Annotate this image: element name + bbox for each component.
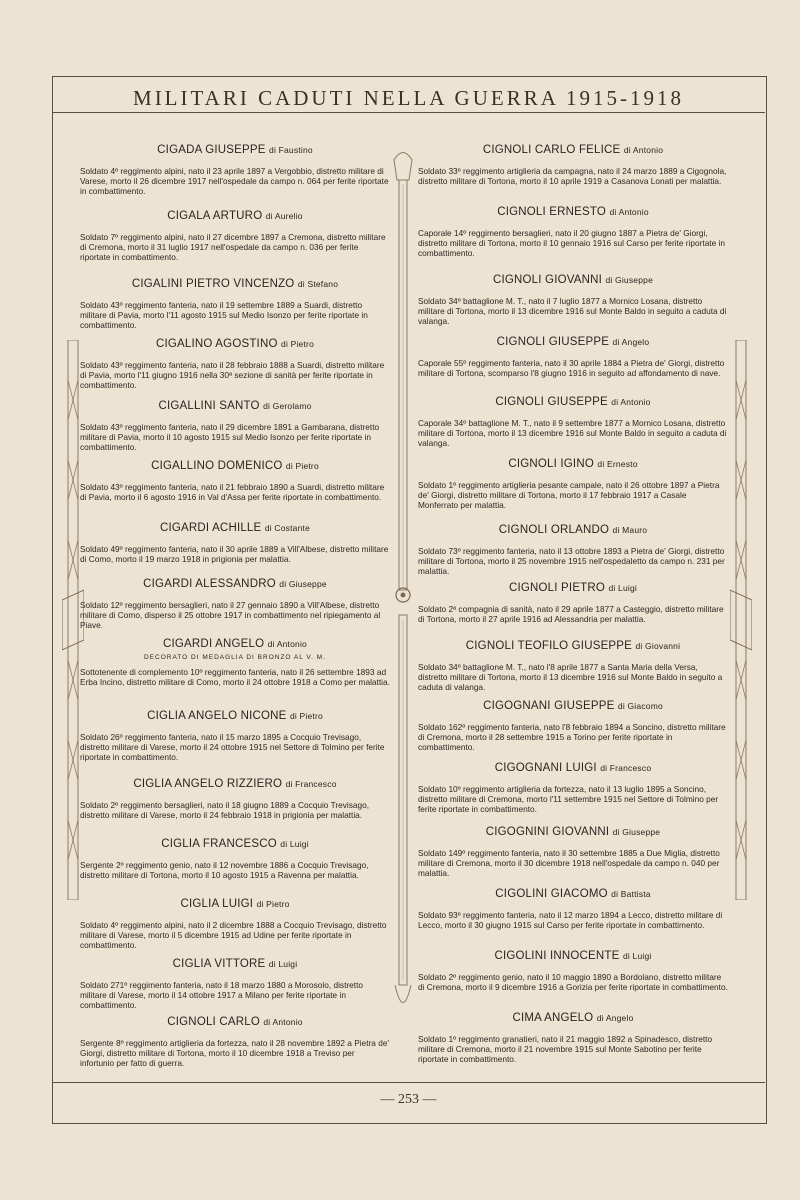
entry-text: Soldato 93º reggimento fanteria, nato il 12 marzo 1894 a Lecco, distretto militare di Lecco, morto il 30 giugno 1915 sul Carso per ferite riportate in combattimento. [418, 910, 723, 930]
entry-text: Soldato 162º reggimento fanteria, nato l'8 febbraio 1894 a Soncino, distretto militare di Cremona, morto il 28 settembre 1915 a Torino per ferite riportate in combattimento. [418, 722, 726, 752]
entry [418, 1012, 728, 1064]
entry [418, 274, 728, 326]
entry-father: di Pietro [281, 339, 314, 349]
entry-father: di Gerolamo [263, 401, 312, 411]
entry-name: CIGNOLI CARLO [167, 1016, 260, 1028]
entry-father: di Francesco [600, 763, 652, 773]
entry-text: Soldato 2ª compagnia di sanità, nato il 29 aprile 1877 a Casteggio, distretto militare di Tortona, morto il 27 aprile 1916 ad Alessandria per malattia. [418, 604, 724, 624]
entry-text: Soldato 7º reggimento alpini, nato il 27 dicembre 1897 a Cremona, distretto militare di Cremona, morto il 31 luglio 1917 nell'ospedale da campo n. 036 per ferite riportate in combattimento. [80, 232, 386, 262]
entry-name: CIGNOLI IGINO [508, 458, 594, 470]
entry-text: Soldato 43º reggimento fanteria, nato il 28 febbraio 1888 a Suardi, distretto militare di Pavia, morto l'11 giugno 1916 nella 30ª sezione di sanità per ferite riportate in combattimento. [80, 360, 385, 390]
entry-decoration: DECORATO DI MEDAGLIA DI BRONZO AL V. M. [143, 654, 327, 661]
entry [80, 522, 390, 564]
entry [418, 144, 728, 186]
entry-text: Soldato 1º reggimento artiglieria pesante campale, nato il 26 ottobre 1897 a Pietra de' Giorgi, distretto militare di Tortona, morto il 17 febbraio 1917 a Casale Monferrato per malattia. [418, 480, 720, 510]
entry-father: di Pietro [289, 711, 323, 721]
entry-name: CIMA ANGELO [512, 1012, 594, 1024]
entry [418, 206, 728, 258]
entry-name: CIGARDI ANGELO [163, 638, 265, 650]
entry-text: Soldato 43º reggimento fanteria, nato il 29 dicembre 1891 a Gambarana, distretto militare di Pavia, morto il 10 agosto 1915 sul Medio Isonzo per ferite riportate in combattimento. [80, 422, 380, 452]
entry-text: Soldato 34º battaglione M. T., nato il 7 luglio 1877 a Mornico Losana, distretto militare di Tortona, morto il 13 dicembre 1916 sul Monte Baldo in seguito a caduta di valanga. [418, 296, 727, 326]
entry-father: di Angelo [596, 1013, 634, 1023]
entry [80, 838, 390, 880]
entry-name: CIGNOLI CARLO FELICE [482, 144, 621, 156]
entry-text: Caporale 55º reggimento fanteria, nato il 30 aprile 1884 a Pietra de' Giorgi, distretto militare di Tortona, scomparso l'8 giugno 1916 in seguito ad affondamento di nave. [418, 358, 725, 378]
entry-text: Soldato 2º reggimento genio, nato il 10 maggio 1890 a Bordolano, distretto militare di Cremona, morto il 9 dicembre 1916 a Gorizia per ferite riportate in combattimento. [418, 972, 728, 992]
entry-name: CIGNOLI TEOFILO GIUSEPPE [465, 640, 633, 652]
right-fasces-ornament [730, 340, 752, 900]
entry-text: Caporale 14º reggimento bersaglieri, nato il 20 giugno 1887 a Pietra de' Giorgi, distretto militare di Tortona, morto il 10 gennaio 1916 sul Carso per ferite riportate in combattimento. [418, 228, 725, 258]
entry [80, 638, 390, 687]
entry-text: Soldato 43º reggimento fanteria, nato il 19 settembre 1889 a Suardi, distretto militare di Pavia, morto l'11 agosto 1915 sul Medio Isonzo per ferite riportate in combattimento. [80, 300, 368, 330]
entry-father: di Ernesto [597, 459, 638, 469]
entry-father: di Costante [264, 523, 311, 533]
entry-father: di Aurelio [265, 211, 303, 221]
page-number: — 253 — [380, 1092, 437, 1107]
entry-father: di Luigi [608, 583, 638, 593]
entry-father: di Faustino [269, 145, 313, 155]
entry-text: Soldato 10º reggimento artiglieria da fortezza, nato il 13 luglio 1895 a Soncino, distretto militare di Cremona, morto l'11 settembre 1915 nel Settore di Tolmino per ferite riportate in combattimento. [418, 784, 719, 814]
entry-father: di Giacomo [617, 701, 663, 711]
entry-text: Soldato 271º reggimento fanteria, nato il 18 marzo 1880 a Morosolo, distretto militare di Varese, morto il 14 ottobre 1917 a Milano per ferite riportate in combattimento. [80, 980, 363, 1010]
entry [80, 338, 390, 390]
entry-name: CIGALINO AGOSTINO [155, 338, 278, 350]
page-title: MILITARI CADUTI NELLA GUERRA 1915-1918 [133, 86, 684, 110]
entry-name: CIGNOLI GIOVANNI [492, 274, 603, 286]
entry [418, 458, 728, 510]
entry [80, 1016, 390, 1068]
entry-text: Soldato 1º reggimento granatieri, nato il 21 maggio 1892 a Spinadesco, distretto militare di Cremona, morto il 21 novembre 1915 sul Monte Sabotino per ferite riportate in combattimento. [418, 1034, 713, 1064]
entry-name: CIGALINI PIETRO VINCENZO [131, 278, 295, 290]
entry-name: CIGLIA VITTORE [172, 958, 266, 970]
entry [418, 762, 728, 814]
entry-name: CIGARDI ALESSANDRO [143, 578, 276, 590]
entry-name: CIGNOLI ORLANDO [498, 524, 610, 536]
entry-name: CIGARDI ACHILLE [159, 522, 262, 534]
entry [418, 700, 728, 752]
entry [80, 460, 390, 502]
entry-text: Soldato 149º reggimento fanteria, nato il 30 settembre 1885 a Due Miglia, distretto militare di Cremona, morto il 30 dicembre 1918 nell'ospedale da campo n. 040 per malattia. [418, 848, 720, 878]
entry-father: di Luigi [622, 951, 652, 961]
entry-name: CIGLIA FRANCESCO [161, 838, 277, 850]
entry [80, 144, 390, 196]
entry [418, 640, 728, 692]
entry-text: Caporale 34º battaglione M. T., nato il 9 settembre 1877 a Mornico Losana, distretto militare di Tortona, morto il 13 dicembre 1916 sul Monte Baldo in seguito a caduta di valanga. [418, 418, 727, 448]
entry-father: di Giuseppe [279, 579, 327, 589]
entry [418, 826, 728, 878]
entry-name: CIGOLINI INNOCENTE [494, 950, 620, 962]
entry-name: CIGOGNANI GIUSEPPE [483, 700, 615, 712]
entry-text: Soldato 43º reggimento fanteria, nato il 21 febbraio 1890 a Suardi, distretto militare di Pavia, morto il 6 agosto 1916 in Val d'Assa per ferite riportate in combattimento. [80, 482, 385, 502]
entry-father: di Antonio [263, 1017, 303, 1027]
entry-name: CIGADA GIUSEPPE [157, 144, 266, 156]
entry-father: di Antonio [267, 639, 307, 649]
entry-name: CIGALA ARTURO [167, 210, 263, 222]
footer-rule [52, 1082, 765, 1083]
entry-name: CIGOGNINI GIOVANNI [485, 826, 610, 838]
entry-father: di Antonio [623, 145, 664, 155]
entry-text: Soldato 49º reggimento fanteria, nato il 30 aprile 1889 a Vill'Albese, distretto militare di Como, morto il 19 marzo 1918 in prigionia per malattia. [80, 544, 389, 564]
entry-father: di Angelo [612, 337, 650, 347]
entry-father: di Antonio [609, 207, 649, 217]
entry [80, 278, 390, 330]
entry [80, 578, 390, 630]
entry-father: di Pietro [285, 461, 319, 471]
entry-text: Soldato 34º battaglione M. T., nato l'8 aprile 1877 a Santa Maria della Versa, distretto militare di Tortona, morto il 13 dicembre 1916 sul Monte Baldo in seguito a caduta di valanga. [418, 662, 723, 692]
entry-name: CIGALLINO DOMENICO [151, 460, 283, 472]
entry-name: CIGNOLI ERNESTO [497, 206, 607, 218]
entry-name: CIGLIA ANGELO NICONE [147, 710, 287, 722]
entry-name: CIGOLINI GIACOMO [495, 888, 608, 900]
entry-father: di Mauro [612, 525, 648, 535]
entry-name: CIGOGNANI LUIGI [494, 762, 597, 774]
entry-father: di Luigi [280, 839, 309, 849]
entry [418, 582, 728, 624]
entry-text: Sergente 8º reggimento artiglieria da fortezza, nato il 28 novembre 1892 a Pietra de' Giorgi, distretto militare di Tortona, morto il 10 dicembre 1918 a Treviso per infortunio per fatto di guerra. [80, 1038, 390, 1068]
entry [80, 400, 390, 452]
entry-name: CIGALLINI SANTO [158, 400, 260, 412]
entry-text: Soldato 33º reggimento artiglieria da campagna, nato il 24 marzo 1889 a Cigognola, distretto militare di Tortona, morto il 10 aprile 1919 a Casanova Lonati per malattia. [418, 166, 727, 186]
entry [418, 396, 728, 448]
entry-father: di Antonio [611, 397, 651, 407]
entry-name: CIGLIA ANGELO RIZZIERO [133, 778, 283, 790]
entry-name: CIGLIA LUIGI [180, 898, 254, 910]
entry [80, 958, 390, 1010]
entry-father: di Pietro [256, 899, 290, 909]
entry [80, 210, 390, 262]
entry-father: di Battista [611, 889, 651, 899]
entry [418, 888, 728, 930]
entry-father: di Giuseppe [612, 827, 661, 837]
entry-text: Soldato 4º reggimento alpini, nato il 2 dicembre 1888 a Cocquio Trevisago, distretto militare di Varese, morto il 5 dicembre 1915 ad Udine per ferite riportate in combattimento. [80, 920, 387, 950]
entry-text: Soldato 4º reggimento alpini, nato il 23 aprile 1897 a Vergobbio, distretto militare di Varese, morto il 26 dicembre 1917 nell'ospedale da campo n. 064 per ferite riportate in combattimento. [80, 166, 389, 196]
entry-text: Soldato 12º reggimento bersaglieri, nato il 27 gennaio 1890 a Vill'Albese, distretto militare di Como, disperso il 25 ottobre 1917 in combattimento nel ripiegamento al Piave. [80, 600, 381, 630]
entry-father: di Francesco [285, 779, 337, 789]
entry-father: di Giuseppe [605, 275, 654, 285]
entry [418, 950, 728, 992]
entry [80, 778, 390, 820]
entry [80, 710, 390, 762]
entry-father: di Stefano [297, 279, 339, 289]
entry-name: CIGNOLI PIETRO [508, 582, 606, 594]
entry [418, 524, 728, 576]
entry-text: Sergente 2º reggimento genio, nato il 12 novembre 1886 a Cocquio Trevisago, distretto militare di Tortona, morto il 10 agosto 1915 a Ravenna per malattia. [80, 860, 369, 880]
header-rule [52, 112, 765, 113]
entry-father: di Giovanni [635, 641, 681, 651]
entry-text: Sottotenente di complemento 10º reggimento fanteria, nato il 26 settembre 1893 ad Erba Incino, distretto militare di Como, morto il 24 ottobre 1918 a Como per malattia. [80, 667, 390, 687]
entry-father: di Luigi [268, 959, 298, 969]
entry-text: Soldato 26º reggimento fanteria, nato il 15 marzo 1895 a Cocquio Trevisago, distretto militare di Varese, morto il 24 ottobre 1915 nel Settore di Tolmino per ferite riportate in combattimento. [80, 732, 385, 762]
entry-name: CIGNOLI GIUSEPPE [496, 336, 610, 348]
entry [418, 336, 728, 378]
entry-name: CIGNOLI GIUSEPPE [495, 396, 608, 408]
center-column-ornament [392, 150, 414, 1020]
entry-text: Soldato 2º reggimento bersaglieri, nato il 18 giugno 1889 a Cocquio Trevisago, distretto militare di Varese, morto il 24 febbraio 1918 in prigionia per malattia. [80, 800, 369, 820]
entry [80, 898, 390, 950]
entry-text: Soldato 73º reggimento fanteria, nato il 13 ottobre 1893 a Pietra de' Giorgi, distretto militare di Tortona, morto il 25 novembre 1915 nell'ospedaletto da campo n. 231 per malattia. [418, 546, 725, 576]
